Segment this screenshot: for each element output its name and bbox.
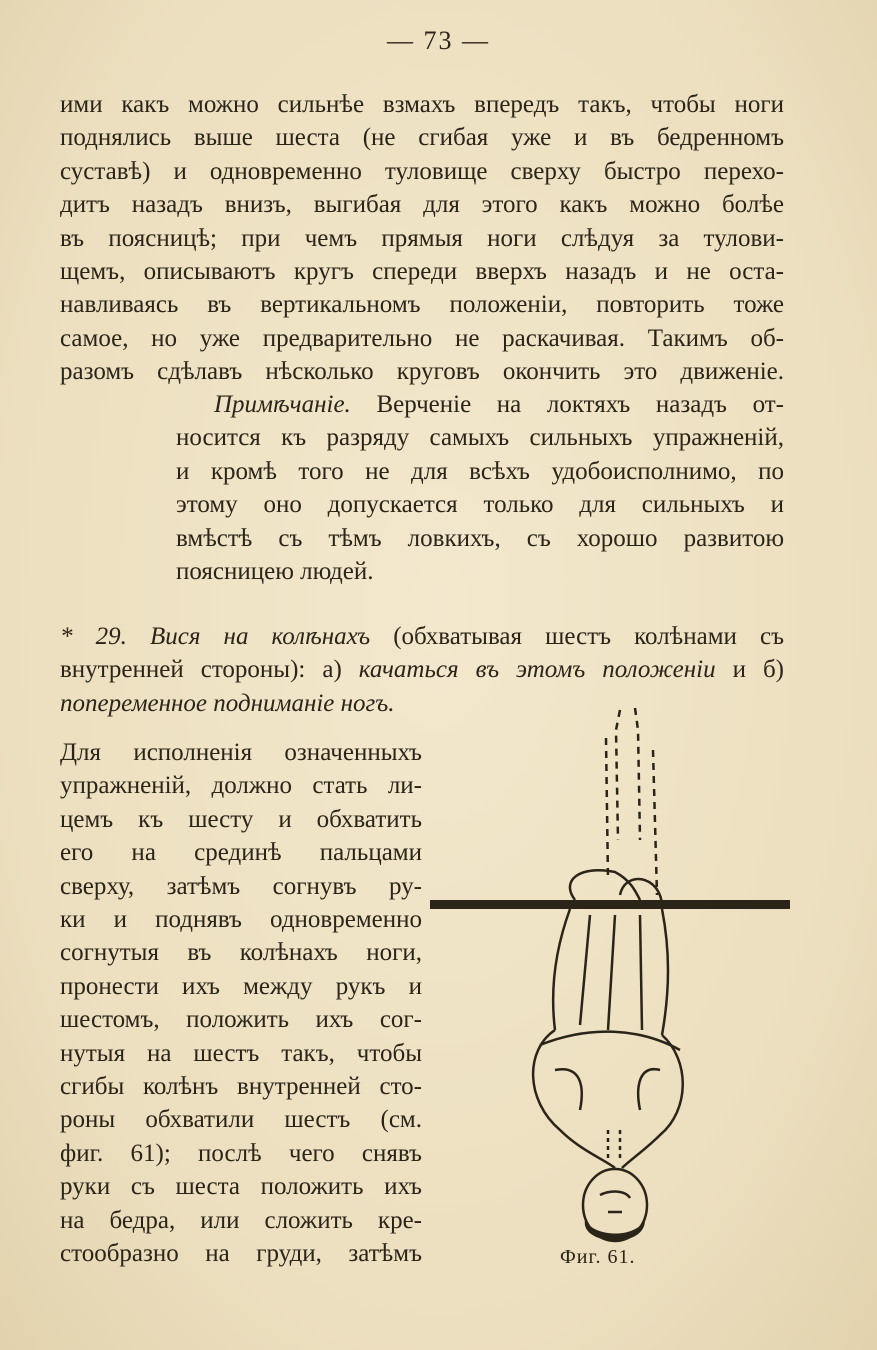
- note-block: [176, 388, 784, 588]
- text-line: стообразно на груди, затѣмъ: [60, 1240, 422, 1268]
- torso-outline: [533, 1030, 615, 1168]
- text-line: нутыя на шестъ такъ, чтобы: [60, 1039, 422, 1067]
- text-line: носится къ разряду самыхъ сильныхъ упражненій,: [176, 424, 784, 452]
- figure-hanging-by-knees: [430, 690, 790, 1250]
- text-line: навливаясь въ вертикальномъ положеніи, повторить тоже: [60, 291, 784, 319]
- text-line: согнутыя въ колѣнахъ ноги,: [60, 939, 422, 967]
- section-line-1: [60, 620, 784, 653]
- paragraph-column: [60, 736, 422, 1271]
- text-line: самое, но уже предварительно не раскачивая. Такимъ об-: [60, 324, 784, 352]
- hair: [585, 1220, 645, 1241]
- torso-outline: [622, 1035, 683, 1168]
- text-line: его на срединѣ пальцами: [60, 839, 422, 867]
- leg-outline: [553, 909, 570, 1030]
- section-line-2: [60, 653, 784, 686]
- text-line: цемъ къ шесту и обхватить: [60, 805, 422, 833]
- text-line: поясницею людей.: [176, 558, 374, 586]
- text-line: руки съ шеста положить ихъ: [60, 1173, 422, 1201]
- leg-outline: [662, 909, 668, 1035]
- text-line: дитъ назадъ внизъ, выгибая для этого какъ можно болѣе: [60, 191, 784, 219]
- section-text: и б): [732, 656, 784, 684]
- waist-line: [540, 1032, 680, 1050]
- text-line: сверху, затѣмъ согнувъ ру-: [60, 872, 422, 900]
- leg-line: [608, 915, 615, 1030]
- text-line: ки и поднявъ одновременно: [60, 906, 422, 934]
- section-number: * 29.: [60, 623, 127, 650]
- text-line: Для исполненія означенныхъ: [60, 739, 422, 766]
- page-number: — 73 —: [387, 26, 490, 55]
- section-italic: качаться въ этомъ положеніи: [358, 656, 716, 684]
- text-line: фиг. 61); послѣ чего снявъ: [60, 1139, 422, 1167]
- thigh-left: [570, 870, 640, 900]
- figure-caption: Фиг. 61.: [560, 1246, 636, 1268]
- section-line-3: попеременное подниманіе ногъ.: [60, 689, 395, 717]
- paragraph-main: [60, 88, 784, 389]
- text-line: ими какъ можно сильнѣе взмахъ впередъ такъ, чтобы ноги: [60, 91, 784, 118]
- arm-left: [555, 1069, 582, 1110]
- text-line: этому оно допускается только для сильныхъ и: [176, 491, 784, 519]
- note-first-line: [176, 388, 784, 421]
- section-title: Вися на колѣнахъ: [149, 623, 371, 650]
- text-line: въ поясницѣ; при чемъ прямыя ноги слѣдуя за тулови-: [60, 224, 784, 252]
- text-line: разомъ сдѣлавъ нѣсколько круговъ окончить это движеніе.: [60, 358, 784, 386]
- text-line: роны обхватили шестъ (см.: [60, 1106, 422, 1134]
- text-line: вмѣстѣ съ тѣмъ ловкихъ, съ хорошо развитою: [176, 524, 784, 552]
- text-line: суставѣ) и одновременно туловище сверху быстро перехо-: [60, 157, 784, 185]
- text-line: на бедра, или сложить кре-: [60, 1206, 422, 1234]
- section-desc: (обхватывая шестъ колѣнами съ: [393, 623, 785, 650]
- bar: [430, 900, 790, 909]
- text-line: поднялись выше шеста (не сгибая уже и въ бедренномъ: [60, 124, 784, 152]
- text-line: упражненій, должно стать ли-: [60, 772, 422, 800]
- note-label: Примѣчаніе.: [214, 391, 351, 418]
- text-line: и кромѣ того не для всѣхъ удобоисполнимо, по: [176, 457, 784, 485]
- leg-line: [640, 915, 642, 1030]
- face-line: [600, 1192, 630, 1198]
- arm-right: [638, 1069, 660, 1110]
- leg-line: [580, 915, 590, 1025]
- neck-dashes: [608, 1130, 620, 1160]
- note-first-text: Верченіе на локтяхъ назадъ от-: [376, 391, 785, 418]
- dashed-legs: [606, 708, 657, 895]
- text-line: щемъ, описываютъ кругъ спереди вверхъ назадъ и не оста-: [60, 258, 784, 286]
- text-line: шестомъ, положить ихъ сог-: [60, 1006, 422, 1034]
- text-line: пронести ихъ между рукъ и: [60, 972, 422, 1000]
- text-line: сгибы колѣнъ внутренней сто-: [60, 1073, 422, 1101]
- section-text: внутренней стороны): а): [60, 656, 342, 684]
